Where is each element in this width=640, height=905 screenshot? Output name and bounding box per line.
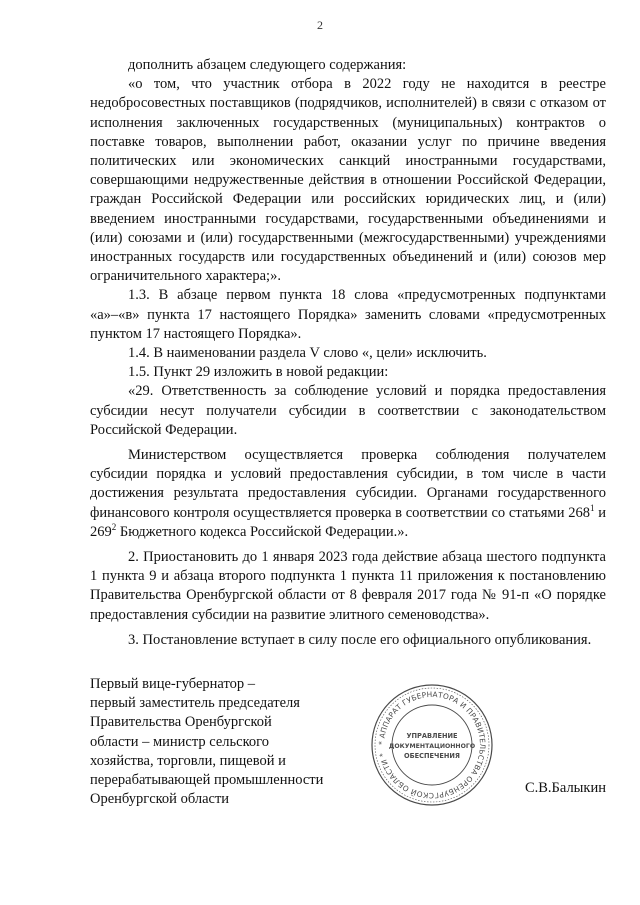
- paragraph-1-5: 1.5. Пункт 29 изложить в новой редакции:: [128, 364, 389, 381]
- paragraph-control-middle: и 269: [90, 504, 606, 540]
- paragraph-control: [90, 446, 606, 542]
- paragraph-1-4: 1.4. В наименовании раздела V слово «, цели» исключить.: [128, 345, 487, 362]
- signatory-title-line: Правительства Оренбургской: [90, 714, 272, 731]
- paragraph-1-3: 1.3. В абзаце первом пункта 18 слова «предусмотренных подпунктами «а»–«в» пункта 17 настоящего Порядка» заменить словами «предусмотренных пунктом 17 настоящего Порядка».: [90, 287, 606, 342]
- paragraph-quote: «о том, что участник отбора в 2022 году не находится в реестре недобросовестных поставщиков (подрядчиков, исполнителей) в связи с отказом от исполнения заключенных государственных (муниципальных) контрактов о поставке товаров, выполнении работ, оказании услуг по причине введения политических или экономических санкций иностранными государствами, совершающими недружественные действия в отношении Российской Федерации, граждан Российской Федерации или российских юридических лиц, и (или) введением иностранными государствами, государственными объединениями и (или) союзами и (или) государственными (межгосударственными) учреждениями иностранных государств или государственных объединений и (или) союзов мер ограничительного характера;».: [90, 76, 606, 285]
- paragraph-2: 2. Приостановить до 1 января 2023 года действие абзаца шестого подпункта 1 пункта 9 и абзаца второго подпункта 1 пункта 11 приложения к постановлению Правительства Оренбургской области от 8 февраля 2017 года № 91-п «О порядке предоставления субсидии на развитие элитного семеноводства».: [90, 549, 606, 623]
- page-number: 2: [317, 18, 323, 32]
- signatory-title-line: перерабатывающей промышленности: [90, 772, 324, 789]
- official-stamp: [370, 683, 494, 807]
- signatory-name: С.В.Балыкин: [524, 780, 606, 796]
- superscript-2: 2: [111, 522, 117, 533]
- signatory-title-line: первый заместитель председателя: [90, 695, 300, 712]
- stamp-center-line: ДОКУМЕНТАЦИОННОГО: [388, 743, 476, 750]
- paragraph-control-text: Министерством осуществляется проверка соблюдения получателем субсидии порядка и условий предоставления субсидии, в том числе в части достижения результата предоставления субсидии. Органами государственного финансового контроля осуществляется проверка в соответствии со статьями 268: [90, 447, 606, 521]
- stamp-center-line: ОБЕСПЕЧЕНИЯ: [404, 752, 460, 760]
- signatory-title-line: Первый вице-губернатор –: [90, 676, 255, 692]
- stamp-center-line: УПРАВЛЕНИЕ: [406, 732, 458, 740]
- paragraph-3: 3. Постановление вступает в силу после его официального опубликования.: [128, 631, 592, 648]
- document-body: [90, 56, 606, 650]
- signature-block: [90, 675, 620, 808]
- signatory-title-line: Оренбургской области: [90, 791, 230, 808]
- superscript-1: 1: [589, 502, 595, 513]
- signatory-title: [90, 675, 360, 809]
- stamp-ring-text: * АППАРАТ ГУБЕРНАТОРА И ПРАВИТЕЛЬСТВА ОРЕНБУРГСКОЙ ОБЛАСТИ *: [376, 689, 488, 801]
- signatory-title-line: хозяйства, торговли, пищевой и: [90, 752, 286, 769]
- paragraph-control-end: Бюджетного кодекса Российской Федерации.».: [116, 523, 409, 540]
- signatory-title-line: области – министр сельского: [90, 733, 269, 750]
- paragraph-intro: дополнить абзацем следующего содержания:: [128, 57, 407, 73]
- paragraph-29: «29. Ответственность за соблюдение условий и порядка предоставления субсидии несут получатели субсидии в соответствии с законодательством Российской Федерации.: [90, 383, 606, 438]
